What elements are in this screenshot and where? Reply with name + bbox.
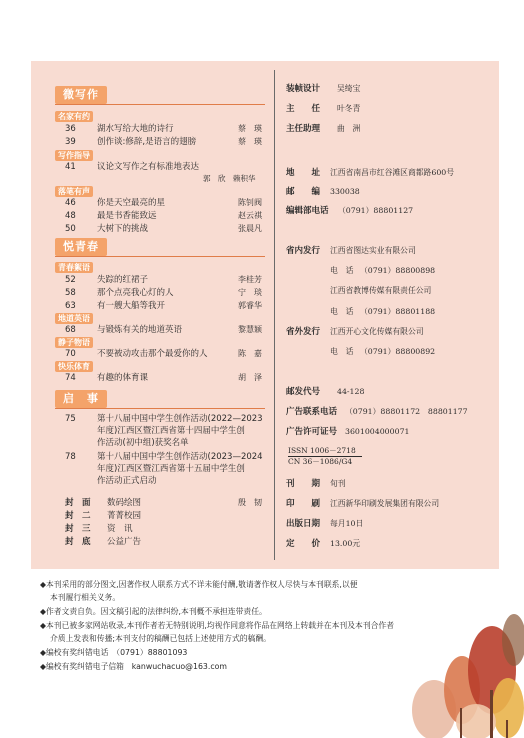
design-value: 吴绮宝 [337, 84, 361, 93]
cover-entry: 封 底 公益广告 [65, 537, 142, 547]
page-number: 74 [65, 373, 76, 383]
note-line: ◆作者文责自负。因文稿引起的法律纠纷,本刊概不承担连带责任。 [40, 607, 267, 616]
printer-value: 江西新华印刷发展集团有限公司 [330, 499, 440, 508]
toc-entry[interactable] [65, 123, 265, 135]
note-line: 本刊履行相关义务。 [50, 593, 121, 602]
postcode-value: 330038 [330, 187, 360, 196]
entry-title: 最是书香能致远 [97, 211, 157, 221]
province-distributor: 江西省教博传媒有限责任公司 [330, 286, 432, 295]
page-number: 41 [65, 162, 76, 172]
entry-author: 李桂芳 [238, 275, 262, 284]
entry-author: 胡 泽 [238, 373, 262, 382]
assistant-label: 主任助理 [286, 124, 321, 134]
page-number: 46 [65, 198, 76, 208]
note-line: ◆本刊已被多家网站收录,本刊作者若无特别说明,均视作同意将作品在网络上转载并在本刊及本刊合作者 [40, 621, 395, 630]
subsection-label: 静子物语 [55, 337, 93, 348]
entry-title: 创作谈:修辞,是语言的翅膀 [97, 137, 197, 147]
director-value: 叶冬青 [337, 104, 361, 113]
subsection-label: 名家有约 [55, 111, 93, 122]
publish-date-value: 每月10日 [330, 519, 364, 528]
editorial-phone-label: 编辑部电话 [286, 206, 329, 216]
tree-trunk [506, 720, 508, 738]
outside-distribution-label: 省外发行 [286, 327, 321, 337]
entry-title: 你是天空最亮的星 [97, 198, 166, 208]
entry-title-line: 作活动(初中组)获奖名单 [97, 438, 189, 448]
subsection-label: 青春絮语 [55, 262, 93, 273]
price-value: 13.00元 [330, 539, 361, 548]
subsection-label: 写作指导 [55, 150, 93, 161]
cover-entry: 封 二 菁菁校园 [65, 511, 142, 521]
assistant-value: 曲 洲 [337, 124, 361, 133]
address-label: 地 址 [286, 168, 321, 178]
section-title-youth: 悦青春 [55, 238, 107, 256]
design-label: 装帧设计 [286, 84, 321, 94]
note-line: ◆本刊采用的部分图文,因著作权人联系方式不详未能付酬,敬请著作权人尽快与本刊联系,以便 [40, 580, 358, 589]
frequency-value: 旬刊 [330, 479, 346, 488]
page-number: 39 [65, 137, 76, 147]
page-number: 48 [65, 211, 76, 221]
entry-author: 陈钊阀 [238, 198, 262, 207]
section-rule [55, 408, 265, 409]
address-value: 江西省南昌市红谷滩区商都路600号 [330, 168, 455, 177]
toc-entry[interactable] [65, 300, 265, 312]
director-label: 主 任 [286, 104, 321, 114]
section-title-micro-writing: 微写作 [55, 86, 107, 104]
toc-entry[interactable] [65, 287, 265, 299]
entry-author: 张晨凡 [238, 224, 262, 233]
ad-license-value: 3601004000071 [345, 427, 410, 436]
subsection-label: 快乐体育 [55, 361, 93, 372]
entry-title: 议论文写作之有标准地表达 [97, 162, 200, 172]
section-title-notice: 启 事 [55, 390, 107, 408]
ad-phone-value: （0791）88801172 88801177 [345, 407, 468, 416]
entry-title: 有一艘大船等我开 [97, 301, 166, 311]
toc-entry[interactable] [65, 274, 265, 286]
page-number: 36 [65, 124, 76, 134]
entry-title: 湖水写给大地的诗行 [97, 124, 174, 134]
phone-key: 电 话 [330, 266, 354, 275]
entry-author: 蔡 瑛 [238, 137, 262, 146]
tree-trunk [490, 690, 493, 738]
page-number: 75 [65, 414, 76, 424]
page-number: 50 [65, 224, 76, 234]
publish-date-label: 出版日期 [286, 519, 321, 529]
entry-author: 蔡 瑛 [238, 124, 262, 133]
note-line: 介质上发表和传播;本刊支付的稿酬已包括上述使用方式的稿酬。 [50, 634, 271, 643]
frequency-label: 刊 期 [286, 479, 321, 489]
editorial-phone-value: （0791）88801127 [338, 206, 414, 215]
postal-code-label: 邮发代号 [286, 387, 321, 397]
ad-license-label: 广告许可证号 [286, 427, 338, 437]
entry-author: 宁 琰 [238, 288, 262, 297]
entry-title: 大树下的挑战 [97, 224, 149, 234]
phone-key: 电 话 [330, 307, 354, 316]
page-number: 58 [65, 288, 76, 298]
entry-author: 黎慧颖 [238, 325, 262, 334]
ad-phone-label: 广告联系电话 [286, 407, 338, 417]
issn: ISSN 1006－2718 [288, 446, 362, 457]
toc-entry[interactable] [65, 161, 265, 173]
entry-title: 失踪的红裙子 [97, 275, 149, 285]
cn-number: CN 36－1086/G4 [288, 457, 353, 466]
price-label: 定 价 [286, 539, 321, 549]
phone-key: 电 话 [330, 347, 354, 356]
section-rule [55, 104, 265, 105]
entry-author: 赵云祺 [238, 211, 262, 220]
entry-title: 那个点亮我心灯的人 [97, 288, 174, 298]
subsection-label: 地道英语 [55, 313, 93, 324]
entry-title-line: 年度)江西区暨江西省第十五届中学生创 [97, 464, 245, 474]
toc-entry[interactable] [65, 136, 265, 148]
entry-title: 有趣的体育课 [97, 373, 149, 383]
toc-entry[interactable] [65, 413, 270, 425]
province-distribution-label: 省内发行 [286, 246, 321, 256]
entry-title-line: 年度)江西区暨江西省第十四届中学生创 [97, 426, 245, 436]
cover-entry: 封 面 数码绘图 殷 韧 [65, 498, 262, 508]
outside-distributor: 江西开心文化传媒有限公司 [330, 327, 424, 336]
cover-entry: 封 三 资 讯 [65, 524, 133, 534]
page-number: 52 [65, 275, 76, 285]
entry-title: 不要被动攻击那个最爱你的人 [97, 349, 208, 359]
toc-entry[interactable] [65, 324, 265, 336]
entry-author: 郭睿华 [238, 301, 262, 310]
toc-entry[interactable] [65, 197, 265, 209]
entry-title-line: 作活动正式启动 [97, 476, 157, 486]
province-distributor: 江西省图达实业有限公司 [330, 246, 416, 255]
note-line: ◆编校有奖纠错电话 （0791）88801093 [40, 648, 188, 657]
page-number: 78 [65, 452, 76, 462]
section-rule [55, 256, 265, 257]
phone-value: （0791）88800892 [360, 347, 436, 356]
note-line: ◆编校有奖纠错电子信箱 kanwuchacuo@163.com [40, 662, 227, 671]
toc-entry[interactable] [65, 372, 265, 384]
entry-title-line: 第十八届中国中学生创作活动(2022—2023 [97, 414, 263, 424]
page-number: 63 [65, 301, 76, 311]
page-number: 68 [65, 325, 76, 335]
toc-entry[interactable] [65, 348, 265, 360]
phone-value: （0791）88801188 [360, 307, 436, 316]
entry-title-line: 第十八届中国中学生创作活动(2023—2024 [97, 452, 263, 462]
subsection-label: 落笔有声 [55, 186, 93, 197]
entry-author: 陈 嘉 [238, 349, 262, 358]
toc-entry[interactable] [65, 210, 265, 222]
postcode-label: 邮 编 [286, 187, 321, 197]
toc-entry[interactable] [65, 223, 265, 235]
phone-value: （0791）88800898 [360, 266, 436, 275]
autumn-tree-illustration [404, 590, 524, 738]
column-divider [274, 70, 275, 560]
toc-entry[interactable] [65, 451, 270, 463]
printer-label: 印 刷 [286, 499, 321, 509]
page-number: 70 [65, 349, 76, 359]
postal-code-value: 44-128 [337, 387, 365, 396]
tree-trunk [460, 708, 462, 738]
entry-author: 郭 欣 赖积华 [203, 174, 256, 183]
entry-title: 与锻炼有关的地道英语 [97, 325, 183, 335]
